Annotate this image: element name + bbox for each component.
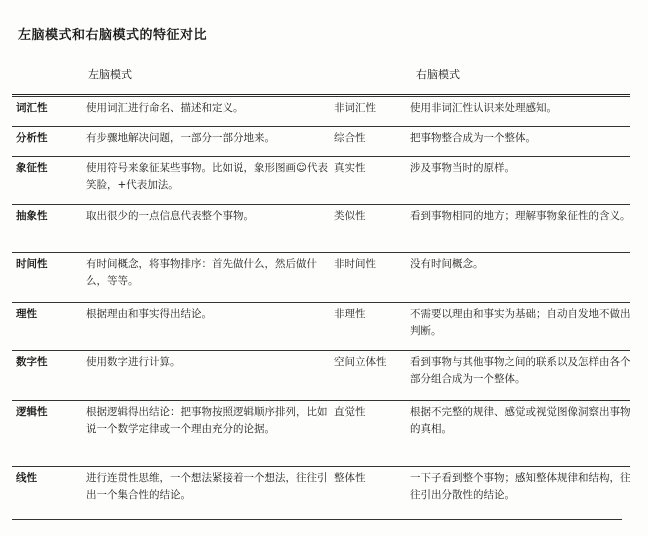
- right-term: 非时间性: [334, 258, 376, 270]
- left-term: 抽象性: [16, 210, 48, 222]
- left-description: 使用符号来象征某些事物。比如说，象形图画☺代表笑脸，+代表加法。: [86, 162, 328, 191]
- left-description: 有步骤地解决问题，一部分一部分地来。: [86, 132, 275, 144]
- left-description: 根据理由和事实得出结论。: [86, 308, 212, 320]
- table-bottom-rule: [12, 519, 622, 520]
- left-description: 使用数字进行计算。: [86, 356, 181, 368]
- left-term: 词汇性: [16, 102, 48, 114]
- right-description: 看到事物与其他事物之间的联系以及怎样由各个部分组合成为一个整体。: [410, 356, 631, 385]
- left-term: 理性: [16, 308, 37, 320]
- left-description: 取出很少的一点信息代表整个事物。: [86, 210, 254, 222]
- table-row: [12, 126, 630, 157]
- table-row: [12, 96, 630, 127]
- right-description: 看到事物相同的地方；理解事物象征性的含义。: [410, 210, 631, 222]
- left-brain-column-header: 左脑模式: [88, 68, 132, 81]
- right-description: 没有时间概念。: [410, 258, 484, 270]
- right-term: 类似性: [334, 210, 366, 222]
- right-term: 空间立体性: [334, 356, 387, 368]
- right-description: 使用非词汇性认识来处理感知。: [410, 102, 557, 114]
- table-row: [12, 156, 630, 205]
- left-description: 进行连贯性思维，一个想法紧接着一个想法，往往引出一个集合性的结论。: [86, 472, 328, 501]
- right-term: 直觉性: [334, 406, 366, 418]
- right-term: 非理性: [334, 308, 366, 320]
- right-term: 整体性: [334, 472, 366, 484]
- right-term: 真实性: [334, 162, 366, 174]
- left-description: 使用词汇进行命名、描述和定义。: [86, 102, 244, 114]
- table-row: [12, 204, 630, 253]
- right-brain-column-header: 右脑模式: [416, 68, 460, 81]
- left-description: 有时间概念，将事物排序：首先做什么，然后做什么，等等。: [86, 258, 317, 287]
- right-description: 涉及事物当时的原样。: [410, 162, 515, 174]
- left-term: 逻辑性: [16, 406, 48, 418]
- table-row: [12, 400, 630, 467]
- table-row: [12, 302, 630, 351]
- table-row: [12, 350, 630, 401]
- left-term: 时间性: [16, 258, 48, 270]
- left-term: 数字性: [16, 356, 48, 368]
- right-term: 非词汇性: [334, 102, 376, 114]
- right-description: 根据不完整的规律、感觉或视觉图像洞察出事物的真相。: [410, 406, 631, 435]
- table-row: [12, 252, 630, 303]
- left-term: 线性: [16, 472, 37, 484]
- left-description: 根据逻辑得出结论：把事物按照逻辑顺序排列，比如说一个数学定律或一个理由充分的论据。: [86, 406, 328, 435]
- right-description: 不需要以理由和事实为基础；自动自发地不做出判断。: [410, 308, 631, 337]
- left-term: 象征性: [16, 162, 48, 174]
- right-term: 综合性: [334, 132, 366, 144]
- right-description: 把事物整合成为一个整体。: [410, 132, 536, 144]
- table-top-rule: [12, 94, 630, 95]
- left-term: 分析性: [16, 132, 48, 144]
- table-row: [12, 466, 630, 519]
- page-title: 左脑模式和右脑模式的特征对比: [18, 28, 208, 43]
- right-description: 一下子看到整个事物；感知整体规律和结构，往往引出分散性的结论。: [410, 472, 631, 501]
